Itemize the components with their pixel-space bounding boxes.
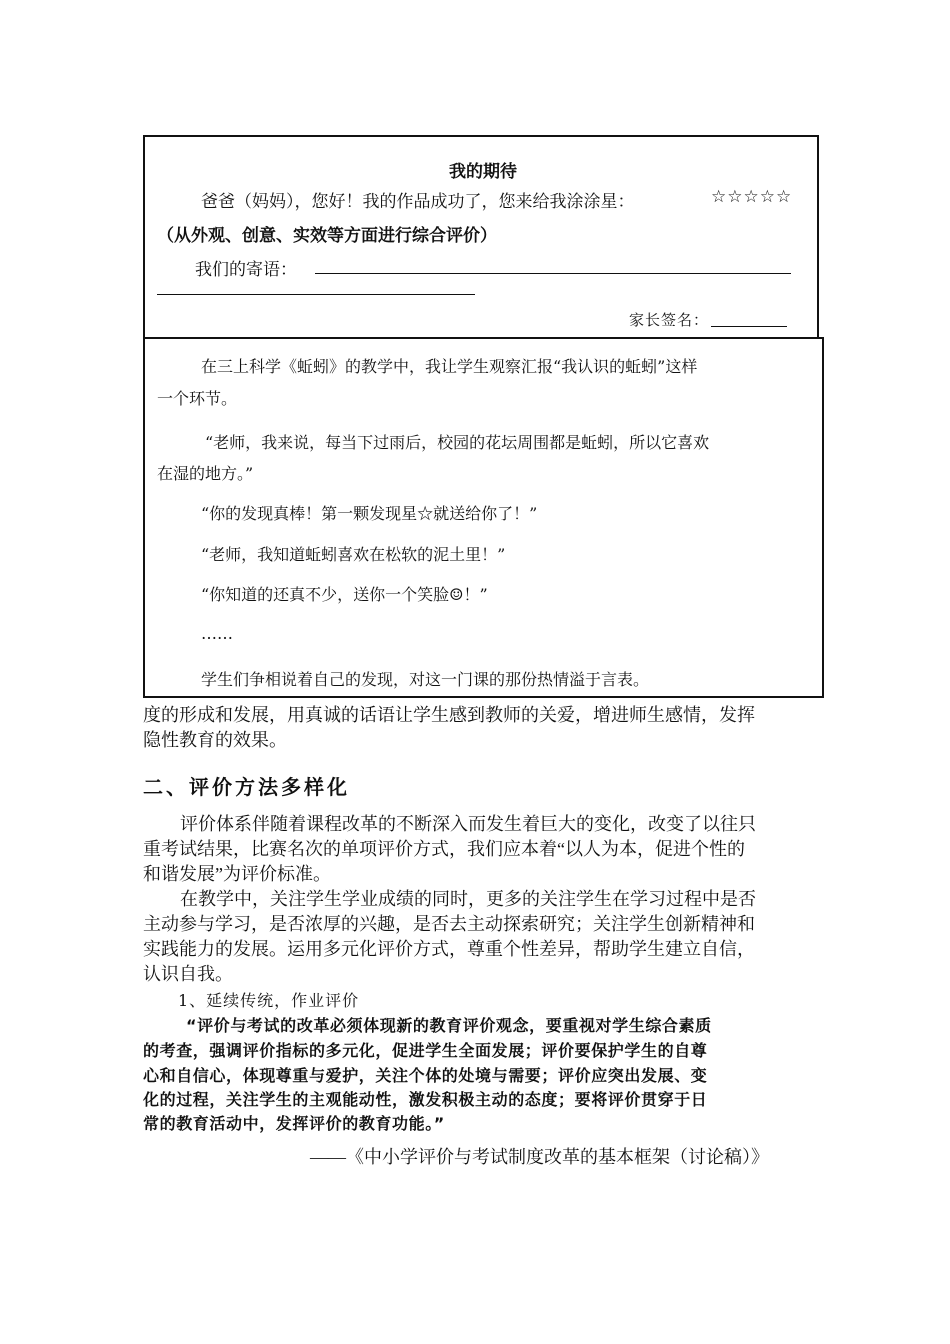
paragraph-line: 重考试结果，比赛名次的单项评价方式，我们应本着“以人为本，促进个性的 [143, 839, 745, 859]
expectation-line: 爸爸（妈妈），您好！我的作品成功了，您来给我涂涂星： [201, 192, 635, 212]
paragraph-line: 在教学中，关注学生学业成绩的同时，更多的关注学生在学习过程中是否 [180, 889, 756, 909]
paragraph-line: 评价体系伴随着课程改革的不断深入而发生着巨大的变化，改变了以往只 [180, 814, 756, 834]
evaluation-note: （从外观、创意、实效等方面进行综合评价） [157, 226, 497, 246]
body-line: 度的形成和发展，用真诚的话语让学生感到教师的关爱，增进师生感情，发挥 [143, 705, 755, 725]
dialogue-line: 学生们争相说着自己的发现，对这一门课的那份热情溢于言表。 [201, 670, 650, 689]
paragraph-line: 和谐发展”为评价标准。 [143, 864, 331, 884]
message-line-1 [315, 273, 791, 274]
dialogue-line: 在三上科学《蚯蚓》的教学中，我让学生观察汇报“我认识的蚯蚓”这样 [201, 357, 698, 376]
expectation-title: 我的期待 [449, 162, 517, 182]
dialogue-box [143, 337, 824, 698]
rating-stars: ☆☆☆☆☆ [711, 187, 793, 207]
message-label: 我们的寄语： [195, 260, 297, 280]
body-line: 隐性教育的效果。 [143, 730, 287, 750]
quote-line: 化的过程，关注学生的主观能动性，激发积极主动的态度；要将评价贯穿于日 [143, 1090, 708, 1109]
dialogue-line: “老师，我来说，每当下过雨后，校园的花坛周围都是蚯蚓，所以它喜欢 [205, 433, 710, 452]
dialogue-line: 一个环节。 [157, 389, 238, 408]
expectation-box [143, 135, 819, 338]
subheading: 1、延续传统，作业评价 [178, 991, 360, 1010]
quote-line: “评价与考试的改革必须体现新的教育评价观念，要重视对学生综合素质 [186, 1016, 712, 1035]
quote-line: 心和自信心，体现尊重与爱护，关注个体的处境与需要；评价应突出发展、变 [143, 1066, 708, 1085]
signature-label: 家长签名： [629, 311, 710, 329]
paragraph-line: 主动参与学习，是否浓厚的兴趣，是否去主动探索研究；关注学生创新精神和 [143, 914, 755, 934]
quote-attribution: ——《中小学评价与考试制度改革的基本框架（讨论稿）》 [310, 1147, 769, 1167]
paragraph-line: 实践能力的发展。运用多元化评价方式，尊重个性差异，帮助学生建立自信， [143, 939, 755, 959]
dialogue-line: “老师，我知道蚯蚓喜欢在松软的泥土里！” [201, 545, 506, 564]
dialogue-line: “你的发现真棒！第一颗发现星☆就送给你了！” [201, 504, 538, 523]
quote-line: 常的教育活动中，发挥评价的教育功能。” [143, 1114, 445, 1133]
message-line-2 [157, 294, 475, 295]
dialogue-line: …… [201, 624, 233, 643]
signature-line [711, 326, 787, 327]
dialogue-line: 在湿的地方。” [157, 464, 254, 483]
dialogue-line: “你知道的还真不少，送你一个笑脸☺！” [201, 585, 488, 604]
section-heading: 二、评价方法多样化 [143, 775, 350, 799]
paragraph-line: 认识自我。 [143, 964, 233, 984]
quote-line: 的考查，强调评价指标的多元化，促进学生全面发展；评价要保护学生的自尊 [143, 1041, 708, 1060]
